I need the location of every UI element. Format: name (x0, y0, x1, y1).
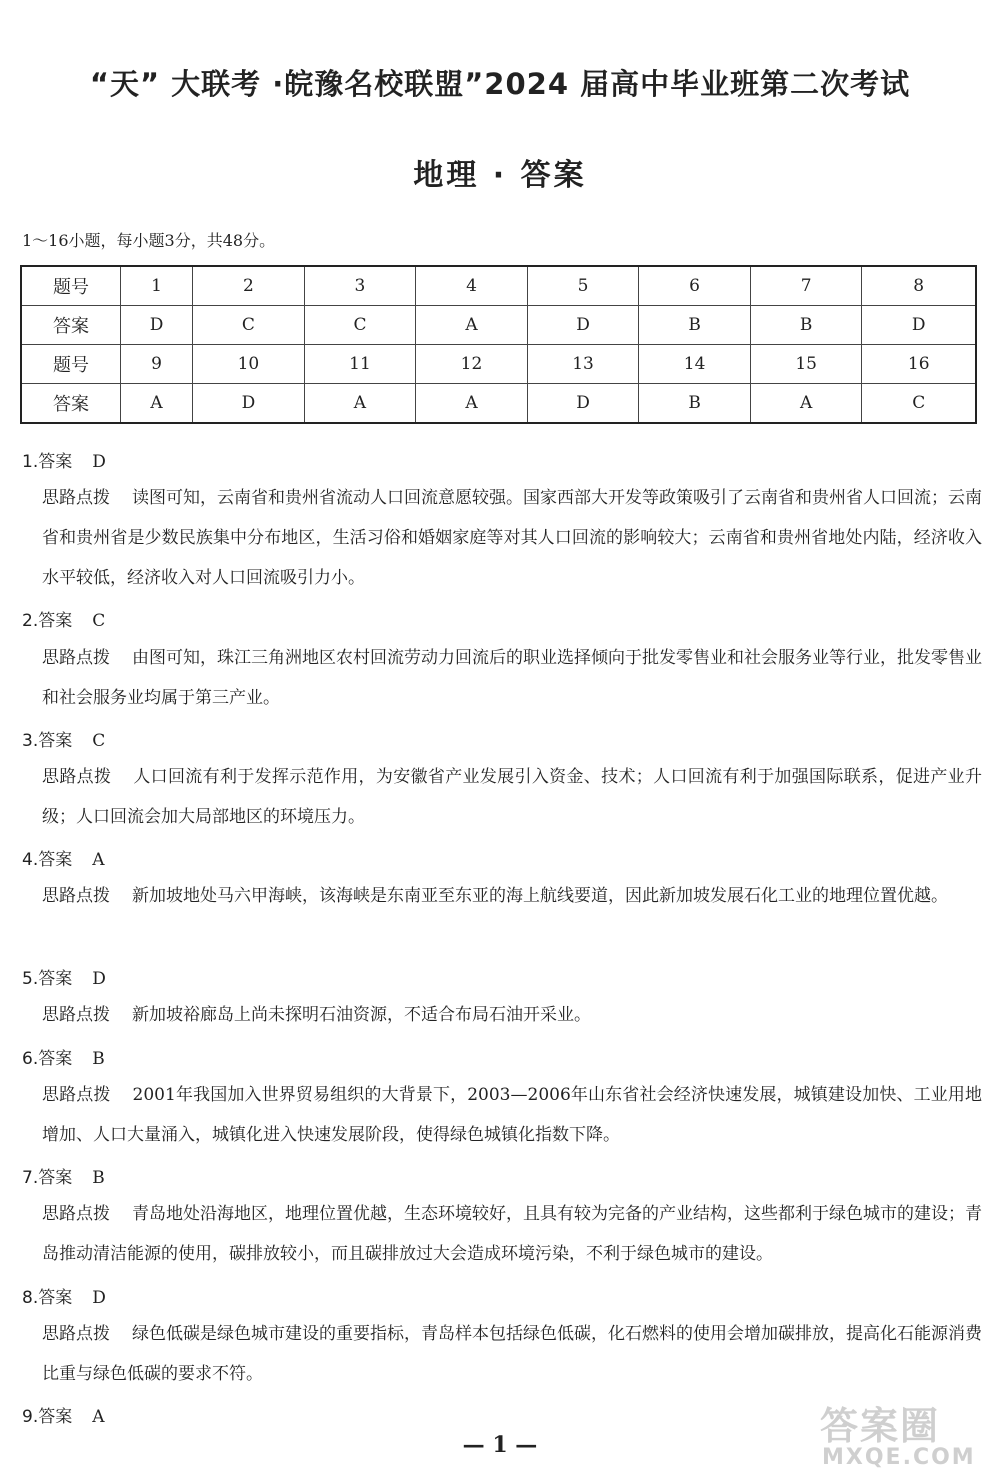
table-cell: A (416, 384, 528, 424)
table-cell: 10 (193, 345, 305, 384)
watermark-logo (800, 1395, 975, 1475)
table-row (21, 345, 976, 384)
explanation-2 (42, 638, 982, 718)
explanation-3 (42, 757, 982, 837)
explanation-text: 人口回流有利于发挥示范作用，为安徽省产业发展引入资金、技术；人口回流有利于加强国际联系，促进产业升级；人口回流会加大局部地区的环境压力。 (42, 767, 983, 827)
table-cell: 7 (750, 266, 862, 306)
table-cell: 2 (193, 266, 305, 306)
table-cell: 14 (639, 345, 751, 384)
answer-value: A (92, 850, 105, 870)
table-cell: 4 (416, 266, 528, 306)
explanation-text: 新加坡裕廊岛上尚未探明石油资源，不适合布局石油开采业。 (132, 1005, 591, 1025)
table-cell: 15 (750, 345, 862, 384)
table-cell: D (121, 306, 193, 345)
table-cell: 13 (527, 345, 639, 384)
explanation-label: 思路点拨 (42, 1085, 111, 1105)
answer-value: D (92, 452, 106, 472)
exam-title: “天” 大联考 ·皖豫名校联盟”2024 届高中毕业班第二次考试 (89, 67, 911, 101)
table-cell: 8 (862, 266, 976, 306)
explanation-text: 读图可知，云南省和贵州省流动人口回流意愿较强。国家西部大开发等政策吸引了云南省和贵州省人口回流；云南省和贵州省是少数民族集中分布地区，生活习俗和婚姻家庭等对其人口回流的影响较大；云南省和贵州省地处内陆，经济收入水平较低，经济收入对人口回流吸引力小。 (42, 488, 982, 588)
table-cell: D (862, 306, 976, 345)
explanation-label: 思路点拨 (42, 886, 110, 906)
answer-line-9 (22, 1402, 105, 1427)
explanation-8 (42, 1314, 982, 1394)
explanation-text: 青岛地处沿海地区，地理位置优越，生态环境较好，且具有较为完备的产业结构，这些都利于绿色城市的建设；青岛推动清洁能源的使用，碳排放较小，而且碳排放过大会造成环境污染，不利于绿色城市的建设。 (42, 1204, 982, 1264)
answer-table (20, 265, 977, 424)
table-cell: B (750, 306, 862, 345)
answer-number: 7.答案 (22, 1168, 73, 1188)
answer-number: 1.答案 (22, 452, 73, 472)
table-cell: D (527, 384, 639, 424)
answer-value: C (92, 611, 106, 631)
answer-number: 9.答案 (22, 1407, 73, 1427)
watermark-text: 答案圈 (820, 1404, 941, 1448)
answer-value: C (92, 731, 106, 751)
table-cell: A (304, 384, 416, 424)
exam-subtitle: 地理 · 答案 (413, 158, 587, 193)
table-cell: C (304, 306, 416, 345)
explanation-7 (42, 1194, 982, 1274)
table-row (21, 266, 976, 306)
explanation-4 (42, 876, 982, 916)
explanation-5 (42, 995, 982, 1035)
table-cell: 6 (639, 266, 751, 306)
intro-text: 1～16小题，每小题3分，共48分。 (22, 231, 276, 250)
explanation-label: 思路点拨 (42, 1324, 110, 1344)
answer-line-4 (22, 845, 105, 870)
explanation-1 (42, 478, 982, 598)
answer-line-1 (22, 447, 106, 472)
answer-line-3 (22, 726, 105, 751)
explanation-label: 思路点拨 (42, 767, 112, 787)
explanation-label: 思路点拨 (42, 1204, 110, 1224)
table-cell: D (193, 384, 305, 424)
answer-line-6 (22, 1044, 105, 1069)
answer-value: D (92, 969, 106, 989)
explanation-text: 绿色低碳是绿色城市建设的重要指标，青岛样本包括绿色低碳，化石燃料的使用会增加碳排放，提高化石能源消费比重与绿色低碳的要求不符。 (42, 1324, 982, 1384)
table-cell: 3 (304, 266, 416, 306)
row-label: 题号 (21, 266, 121, 306)
table-cell: 11 (304, 345, 416, 384)
table-cell: A (416, 306, 528, 345)
page-number: — 1 — (462, 1432, 538, 1458)
table-cell: C (862, 384, 976, 424)
explanation-label: 思路点拨 (42, 488, 110, 508)
explanation-text: 新加坡地处马六甲海峡，该海峡是东南亚至东亚的海上航线要道，因此新加坡发展石化工业的地理位置优越。 (132, 886, 948, 906)
table-row (21, 384, 976, 424)
row-label: 答案 (21, 384, 121, 424)
table-cell: C (193, 306, 305, 345)
explanation-label: 思路点拨 (42, 1005, 110, 1025)
answer-line-2 (22, 606, 105, 631)
answer-line-8 (22, 1283, 106, 1308)
answer-number: 3.答案 (22, 731, 73, 751)
watermark-url: MXQE.COM (822, 1445, 976, 1470)
answer-value: B (92, 1168, 105, 1188)
table-cell: A (121, 384, 193, 424)
answer-line-5 (22, 964, 106, 989)
answer-number: 8.答案 (22, 1288, 73, 1308)
answer-number: 6.答案 (22, 1049, 73, 1069)
table-cell: A (750, 384, 862, 424)
table-cell: D (527, 306, 639, 345)
table-cell: 9 (121, 345, 193, 384)
answer-value: B (92, 1049, 105, 1069)
table-cell: 5 (527, 266, 639, 306)
explanation-text: 由图可知，珠江三角洲地区农村回流劳动力回流后的职业选择倾向于批发零售业和社会服务业等行业，批发零售业和社会服务业均属于第三产业。 (42, 648, 982, 708)
table-cell: 12 (416, 345, 528, 384)
answer-number: 4.答案 (22, 850, 73, 870)
row-label: 答案 (21, 306, 121, 345)
answer-number: 5.答案 (22, 969, 73, 989)
table-cell: B (639, 384, 751, 424)
answer-number: 2.答案 (22, 611, 73, 631)
explanation-6 (42, 1075, 982, 1155)
table-row (21, 306, 976, 345)
explanation-text: 2001年我国加入世界贸易组织的大背景下，2003—2006年山东省社会经济快速发展，城镇建设加快、工业用地增加、人口大量涌入，城镇化进入快速发展阶段，使得绿色城镇化指数下降。 (42, 1085, 982, 1145)
answer-value: D (92, 1288, 106, 1308)
explanation-label: 思路点拨 (42, 648, 110, 668)
answer-line-7 (22, 1163, 105, 1188)
table-cell: 16 (862, 345, 976, 384)
answer-value: A (92, 1407, 105, 1427)
table-cell: B (639, 306, 751, 345)
table-cell: 1 (121, 266, 193, 306)
row-label: 题号 (21, 345, 121, 384)
